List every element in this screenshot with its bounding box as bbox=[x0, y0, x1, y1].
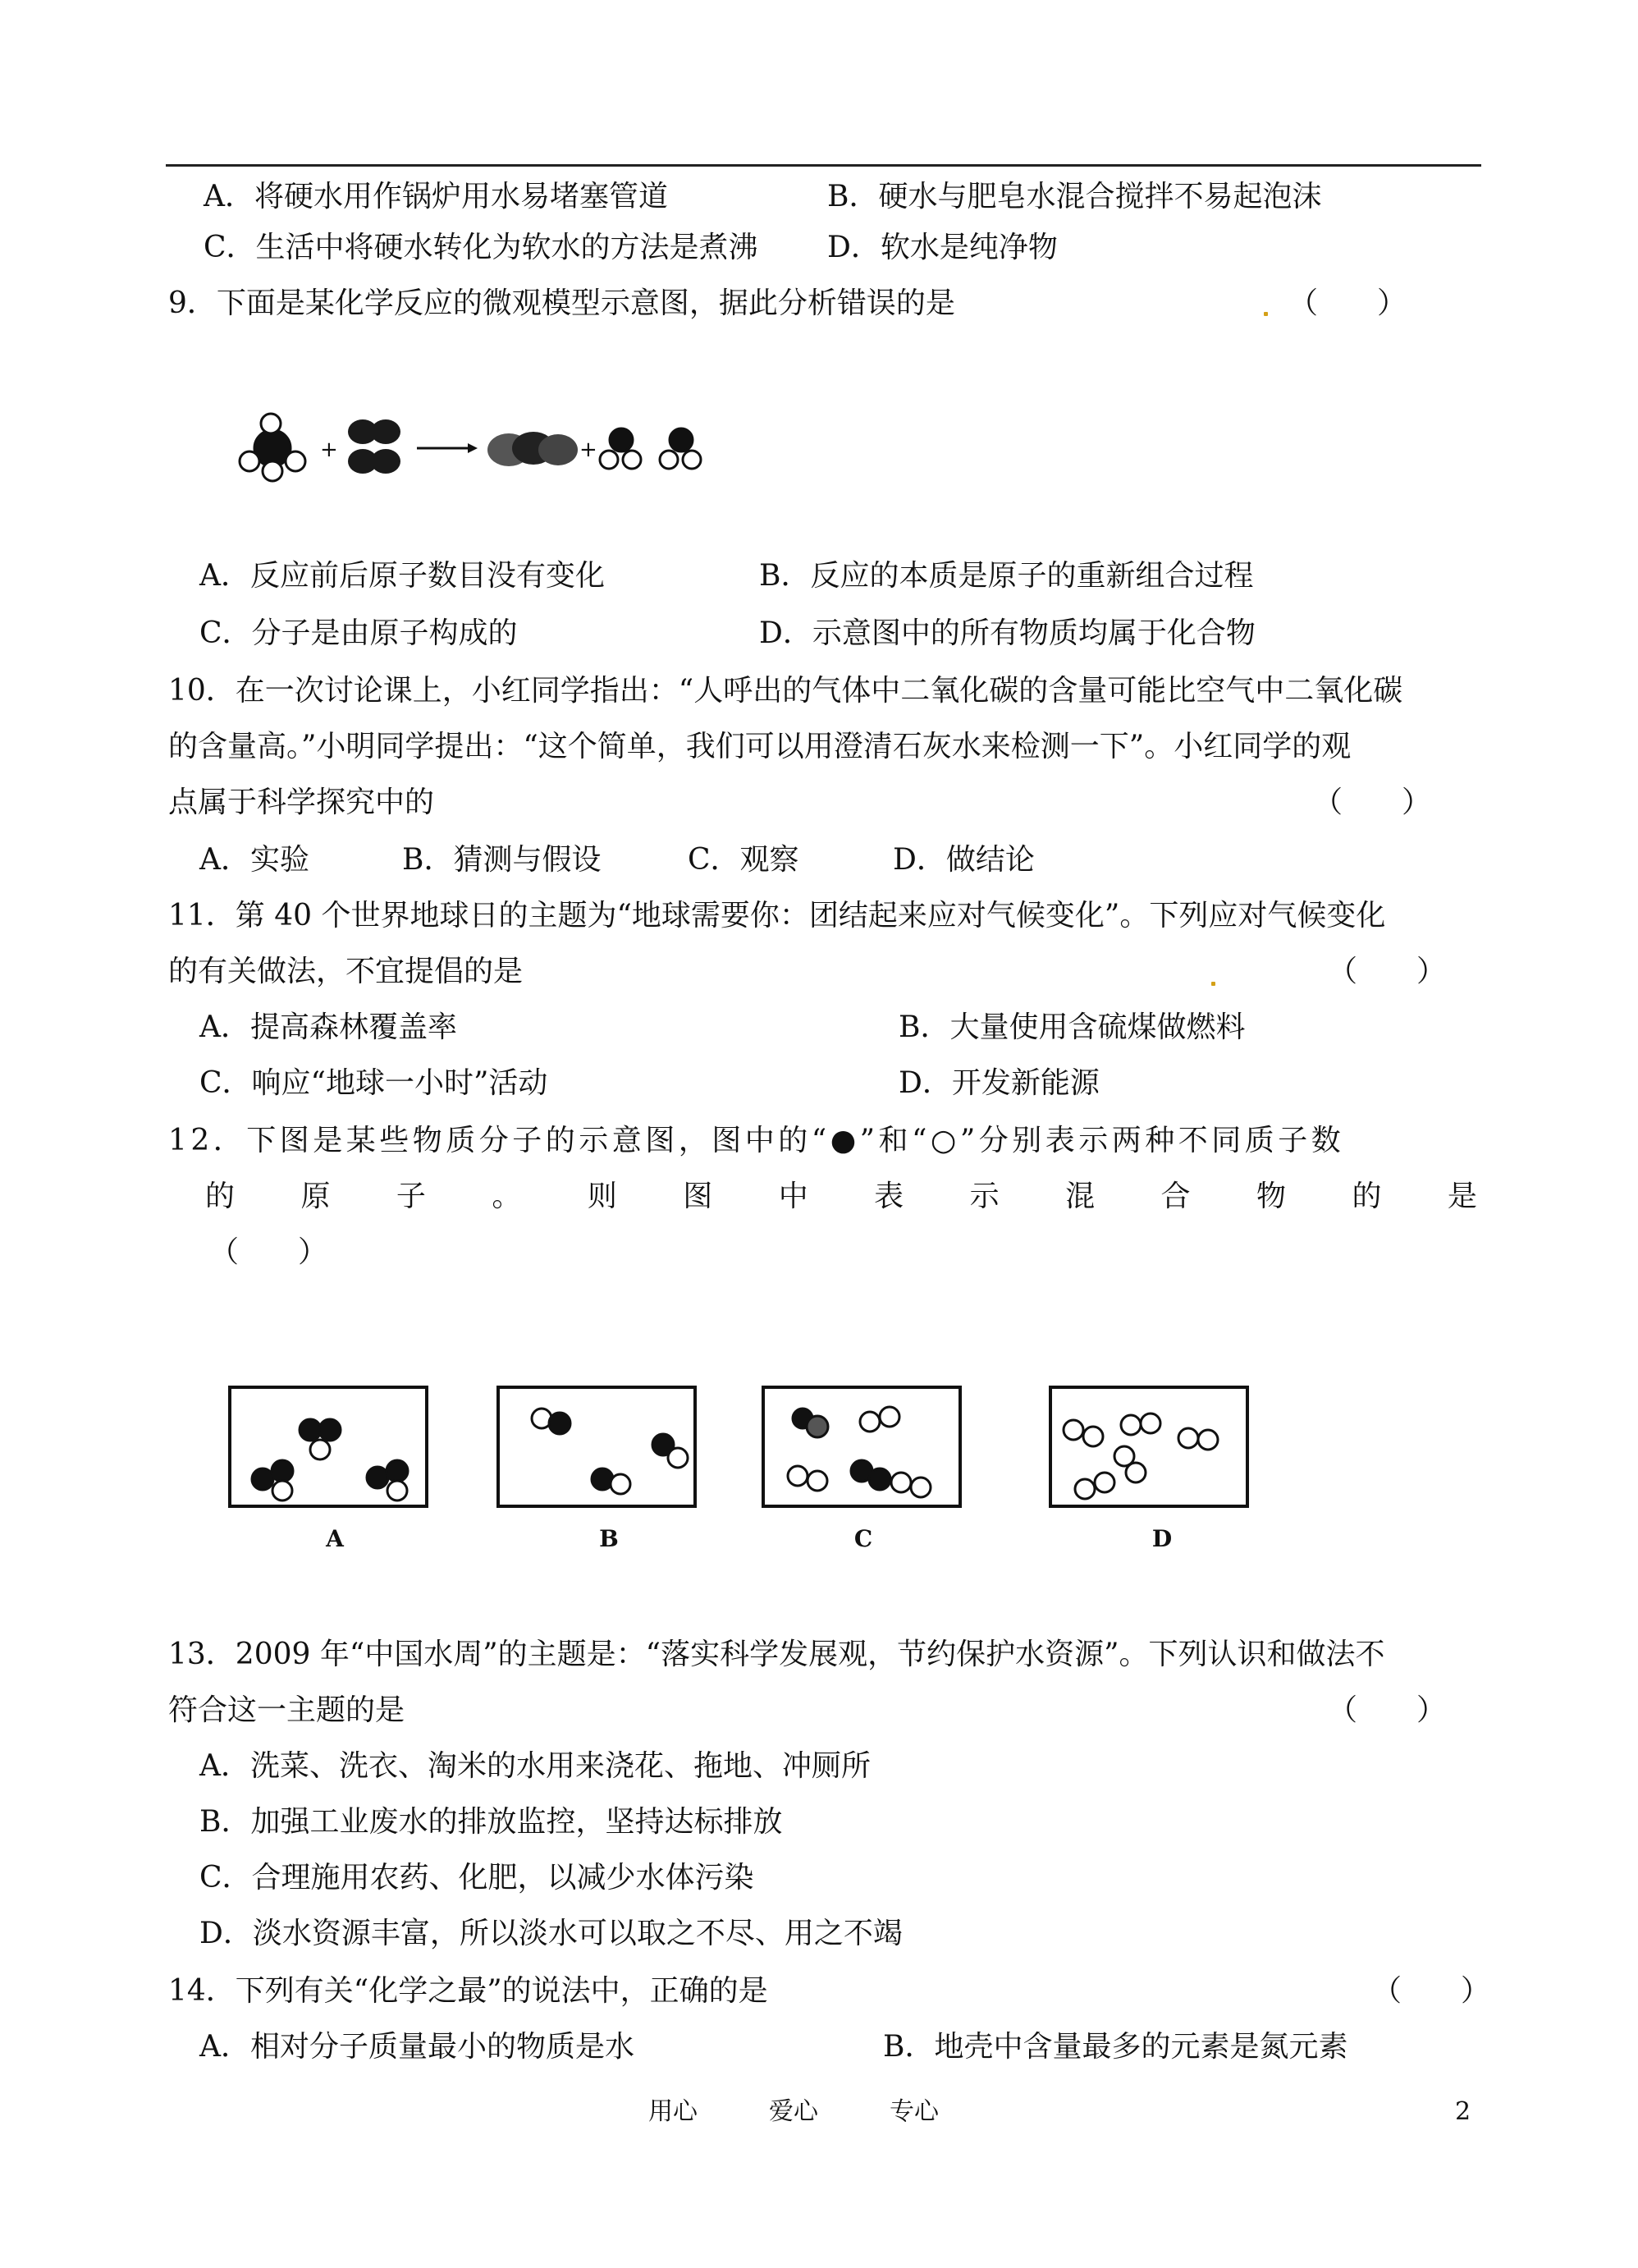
q13-line-2: 符合这一主题的是 bbox=[168, 1693, 405, 1727]
q12-char: 的 bbox=[1352, 1180, 1382, 1213]
q12-char: 物 bbox=[1256, 1180, 1286, 1213]
q12-char: 图 bbox=[683, 1180, 713, 1213]
q12-line-2 bbox=[205, 1179, 1477, 1215]
q11-answer-paren: （ ） bbox=[1328, 955, 1447, 988]
q8-option-d: D．软水是纯净物 bbox=[827, 231, 1058, 264]
q11-option-a: A．提高森林覆盖率 bbox=[199, 1010, 457, 1044]
page-number: 2 bbox=[1455, 2097, 1471, 2126]
q12-answer-paren: （ ） bbox=[209, 1235, 328, 1269]
q10-answer-paren: （ ） bbox=[1313, 786, 1432, 819]
q12-char: 子 bbox=[396, 1180, 426, 1213]
q8-option-b: B．硬水与肥皂水混合搅拌不易起泡沫 bbox=[827, 180, 1322, 213]
q12-char: 是 bbox=[1447, 1180, 1477, 1213]
q11-line-2: 的有关做法，不宜提倡的是 bbox=[168, 955, 524, 988]
svg-text:+: + bbox=[320, 438, 338, 462]
stray-dot bbox=[1264, 312, 1268, 316]
q9-option-d: D．示意图中的所有物质均属于化合物 bbox=[759, 616, 1256, 650]
q9-option-c: C．分子是由原子构成的 bbox=[199, 616, 518, 650]
footer-text-1: 用心 bbox=[648, 2097, 698, 2126]
box-c-label: C bbox=[853, 1525, 873, 1552]
q9-stem: 9．下面是某化学反应的微观模型示意图，据此分析错误的是 bbox=[168, 286, 955, 320]
q10-option-b: B．猜测与假设 bbox=[402, 843, 602, 877]
q12-line-1: 12．下图是某些物质分子的示意图，图中的“●”和“○”分别表示两种不同质子数 bbox=[168, 1124, 1345, 1157]
q14-option-b: B．地壳中含量最多的元素是氮元素 bbox=[883, 2030, 1348, 2064]
box-b-label: B bbox=[599, 1525, 619, 1552]
reaction-diagram bbox=[230, 402, 722, 493]
q10-line-1: 10．在一次讨论课上，小红同学指出：“人呼出的气体中二氧化碳的含量可能比空气中二氧化碳 bbox=[168, 674, 1403, 708]
q12-char: 则 bbox=[587, 1180, 617, 1213]
q14-option-a: A．相对分子质量最小的物质是水 bbox=[199, 2030, 634, 2064]
q11-option-c: C．响应“地球一小时”活动 bbox=[199, 1066, 548, 1100]
q8-option-c: C．生活中将硬水转化为软水的方法是煮沸 bbox=[204, 231, 758, 264]
q14-stem: 14．下列有关“化学之最”的说法中，正确的是 bbox=[168, 1974, 768, 2008]
box-d-label: D bbox=[1151, 1525, 1173, 1552]
stray-dot bbox=[1211, 982, 1215, 986]
q12-char: 原 bbox=[300, 1180, 331, 1213]
q11-option-d: D．开发新能源 bbox=[899, 1066, 1100, 1100]
q9-option-b: B．反应的本质是原子的重新组合过程 bbox=[759, 559, 1254, 593]
q13-answer-paren: （ ） bbox=[1328, 1693, 1447, 1727]
q12-char: 。 bbox=[492, 1180, 522, 1213]
q12-char: 的 bbox=[205, 1180, 236, 1213]
q9-answer-paren: （ ） bbox=[1288, 286, 1407, 320]
q12-char: 示 bbox=[969, 1180, 1000, 1213]
q13-option-d: D．淡水资源丰富，所以淡水可以取之不尽、用之不竭 bbox=[199, 1917, 903, 1950]
q14-answer-paren: （ ） bbox=[1372, 1974, 1491, 2008]
q12-char: 混 bbox=[1065, 1180, 1096, 1213]
footer-text-2: 爱心 bbox=[769, 2097, 818, 2126]
q10-line-2: 的含量高。”小明同学提出：“这个简单，我们可以用澄清石灰水来检测一下”。小红同学的观 bbox=[168, 730, 1352, 763]
q12-char: 合 bbox=[1160, 1180, 1191, 1213]
q13-line-1: 13．2009 年“中国水周”的主题是：“落实科学发展观，节约保护水资源”。下列认识和做法不 bbox=[168, 1638, 1385, 1671]
q9-option-a: A．反应前后原子数目没有变化 bbox=[199, 559, 605, 593]
q11-option-b: B．大量使用含硫煤做燃料 bbox=[899, 1010, 1246, 1044]
q10-line-3: 点属于科学探究中的 bbox=[168, 786, 435, 819]
box-a-label: A bbox=[326, 1525, 344, 1552]
q13-option-b: B．加强工业废水的排放监控，坚持达标排放 bbox=[199, 1805, 783, 1839]
q12-char: 表 bbox=[874, 1180, 904, 1213]
q13-option-a: A．洗菜、洗衣、淘米的水用来浇花、拖地、冲厕所 bbox=[199, 1749, 871, 1783]
svg-text:+: + bbox=[579, 438, 597, 462]
footer-text-3: 专心 bbox=[890, 2097, 939, 2126]
q11-line-1: 11．第 40 个世界地球日的主题为“地球需要你：团结起来应对气候变化”。下列应对气候变化 bbox=[168, 899, 1386, 932]
q12-char: 中 bbox=[778, 1180, 808, 1213]
q10-option-d: D．做结论 bbox=[893, 843, 1035, 877]
q8-option-a: A．将硬水用作锅炉用水易堵塞管道 bbox=[204, 180, 668, 213]
q10-option-c: C．观察 bbox=[688, 843, 799, 877]
header-rule bbox=[166, 164, 1481, 167]
q10-option-a: A．实验 bbox=[199, 843, 309, 877]
q13-option-c: C．合理施用农药、化肥，以减少水体污染 bbox=[199, 1861, 754, 1895]
molecule-boxes-figure bbox=[213, 1371, 1297, 1568]
